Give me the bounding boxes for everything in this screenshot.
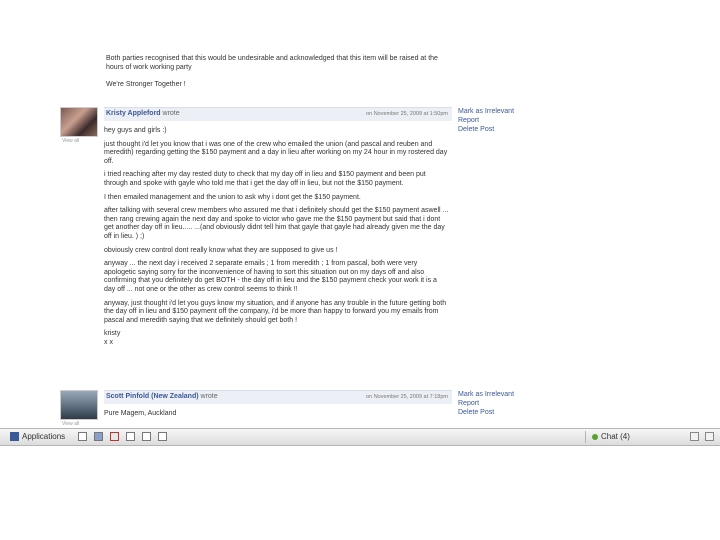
post-header bbox=[104, 390, 452, 404]
online-status-icon bbox=[592, 434, 598, 440]
report-link[interactable]: Report bbox=[458, 400, 480, 407]
bookmark-icons bbox=[78, 432, 174, 441]
events-icon[interactable] bbox=[110, 432, 119, 441]
post-paragraph: I then emailed management and the union to ask why i dont get the $150 payment. bbox=[104, 193, 361, 201]
taskbar-divider bbox=[585, 431, 586, 443]
previous-post-body bbox=[106, 54, 451, 97]
post-header bbox=[104, 107, 452, 121]
post-paragraph: Pure Magem, Auckland bbox=[104, 410, 177, 417]
notification-tray bbox=[684, 432, 714, 441]
links-icon[interactable] bbox=[158, 432, 167, 441]
wrote-label: wrote bbox=[200, 393, 218, 400]
post-date: on November 25, 2009 at 1:50pm bbox=[366, 111, 448, 117]
previous-post-signoff: We're Stronger Together ! bbox=[106, 81, 186, 88]
post-paragraph: after talking with several crew members who assured me that i definitely should get the $150 payment aswell ... then rang crewing again the next day and spoke to victor who gave me the $150 payment but said that i dont get another day off in lieu..... ...(and obviously didnt tell him that gayle that gayle had already given me the day off in lieu. ) ;) bbox=[104, 207, 449, 240]
author-link[interactable]: Scott Pinfold (New Zealand) bbox=[106, 393, 199, 400]
groups-icon[interactable] bbox=[94, 432, 103, 441]
chat-button[interactable] bbox=[592, 432, 630, 441]
photos-icon[interactable] bbox=[78, 432, 87, 441]
post-paragraph: anyway ... the next day i received 2 separate emails ; 1 from meredith ; 1 from pascal, both were very apologetic saying sorry for the inconvenience of having to sort this situation out on my days off and also confirming that you definitely do get BOTH - the day off in lieu and the $150 payment check your work it is a day off ... not one or the other as crew control seems to think !! bbox=[104, 260, 437, 293]
avatar[interactable] bbox=[60, 390, 98, 420]
post-actions bbox=[458, 390, 514, 417]
wrote-label: wrote bbox=[162, 110, 180, 117]
delete-post-link[interactable]: Delete Post bbox=[458, 409, 495, 416]
post-author-line bbox=[106, 393, 218, 400]
facebook-icon bbox=[10, 432, 19, 441]
notes-icon[interactable] bbox=[142, 432, 151, 441]
applications-label: Applications bbox=[22, 432, 66, 441]
post-author-line bbox=[106, 110, 180, 117]
avatar[interactable] bbox=[60, 107, 98, 137]
post-signature: kristy bbox=[104, 330, 121, 338]
notifications-icon[interactable] bbox=[690, 432, 699, 441]
post-actions bbox=[458, 107, 514, 134]
avatar-caption[interactable]: View all bbox=[62, 138, 80, 144]
mark-irrelevant-link[interactable]: Mark as Irrelevant bbox=[458, 391, 515, 398]
video-icon[interactable] bbox=[126, 432, 135, 441]
friends-online-icon[interactable] bbox=[705, 432, 714, 441]
post-signature: x x bbox=[104, 338, 113, 346]
applications-menu[interactable] bbox=[10, 432, 65, 441]
post-date: on November 25, 2009 at 7:18pm bbox=[366, 394, 448, 400]
facebook-taskbar bbox=[0, 428, 720, 446]
delete-post-link[interactable]: Delete Post bbox=[458, 126, 495, 133]
post-body bbox=[104, 127, 449, 352]
chat-label: Chat (4) bbox=[601, 432, 630, 441]
mark-irrelevant-link[interactable]: Mark as Irrelevant bbox=[458, 108, 515, 115]
report-link[interactable]: Report bbox=[458, 117, 480, 124]
post-paragraph: hey guys and girls :) bbox=[104, 127, 167, 134]
author-link[interactable]: Kristy Appleford bbox=[106, 110, 161, 117]
avatar-caption[interactable]: View all bbox=[62, 421, 80, 425]
post-paragraph: obviously crew control dont really know what they are supposed to give us ! bbox=[104, 246, 338, 254]
previous-post-text: Both parties recognised that this would be undesirable and acknowledged that this item will be raised at the hours of work working party bbox=[106, 55, 438, 71]
post-paragraph: just thought i'd let you know that i was one of the crew who emailed the union (and pascal and reuben and meredith) regarding getting the $150 payment and a day in lieu after working on my 24 hour in my rostered day off. bbox=[104, 140, 448, 165]
post-body bbox=[104, 410, 449, 424]
post-paragraph: i tried reaching after my day rested duty to check that my day off in lieu and $150 payment and been put through and spoke with gayle who told me that i get the day off in lieu, but not the $150 payment. bbox=[104, 171, 426, 187]
post-paragraph: anyway, just thought i'd let you guys know my situation, and if anyone has any trouble in the future getting both the day off in lieu and $150 payment off the company, i'd be more than happy to forward you my emails from pascal and meredith saying that we definitely should get both ! bbox=[104, 299, 447, 324]
